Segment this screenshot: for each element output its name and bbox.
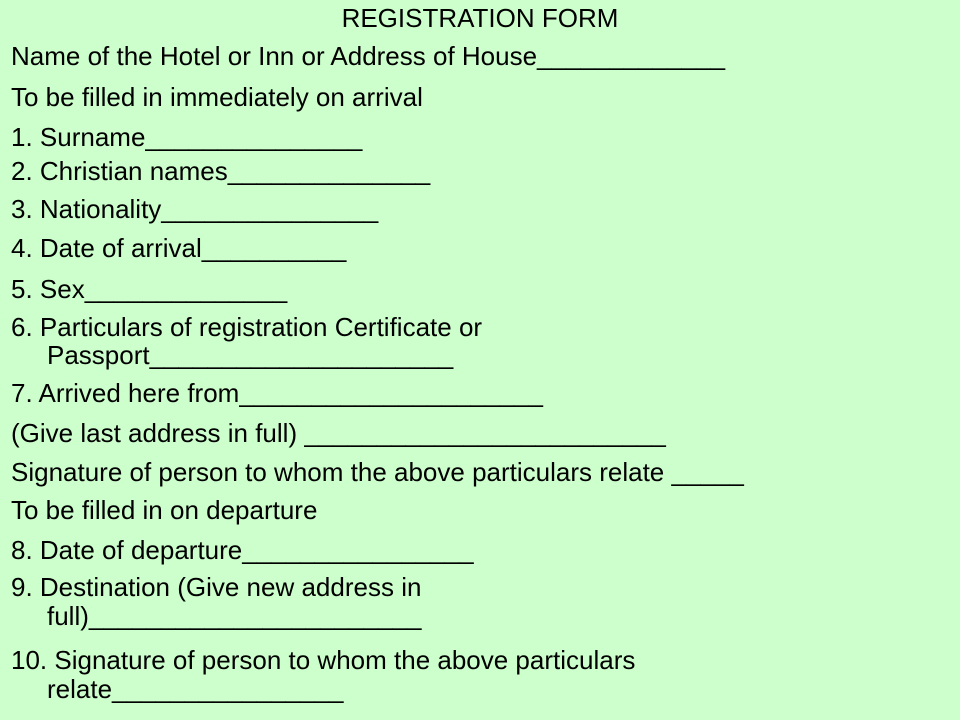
- sex-line: 5. Sex______________: [11, 274, 288, 304]
- last-address-line: (Give last address in full) _________________________: [11, 418, 666, 448]
- date-of-arrival-line: 4. Date of arrival__________: [11, 233, 347, 263]
- arrival-heading: To be filled in immediately on arrival: [11, 82, 423, 112]
- departure-signature-line: 10. Signature of person to whom the above particulars: [11, 645, 636, 675]
- arrived-from-line: 7. Arrived here from_____________________: [11, 378, 543, 408]
- registration-certificate-line: 6. Particulars of registration Certificate or: [11, 312, 483, 342]
- surname-line: 1. Surname_______________: [11, 122, 363, 152]
- passport-line: Passport_____________________: [47, 340, 454, 370]
- relate-line: relate________________: [47, 674, 344, 704]
- christian-names-line: 2. Christian names______________: [11, 156, 431, 186]
- signature-line: Signature of person to whom the above particulars relate _____: [11, 457, 744, 487]
- form-title: REGISTRATION FORM: [341, 3, 619, 33]
- departure-heading: To be filled in on departure: [11, 495, 318, 525]
- nationality-line: 3. Nationality_______________: [11, 194, 379, 224]
- hotel-name-line: Name of the Hotel or Inn or Address of House_____________: [11, 41, 726, 71]
- destination-line: 9. Destination (Give new address in: [11, 572, 422, 602]
- date-of-departure-line: 8. Date of departure________________: [11, 535, 474, 565]
- new-address-line: full)_______________________: [47, 601, 422, 631]
